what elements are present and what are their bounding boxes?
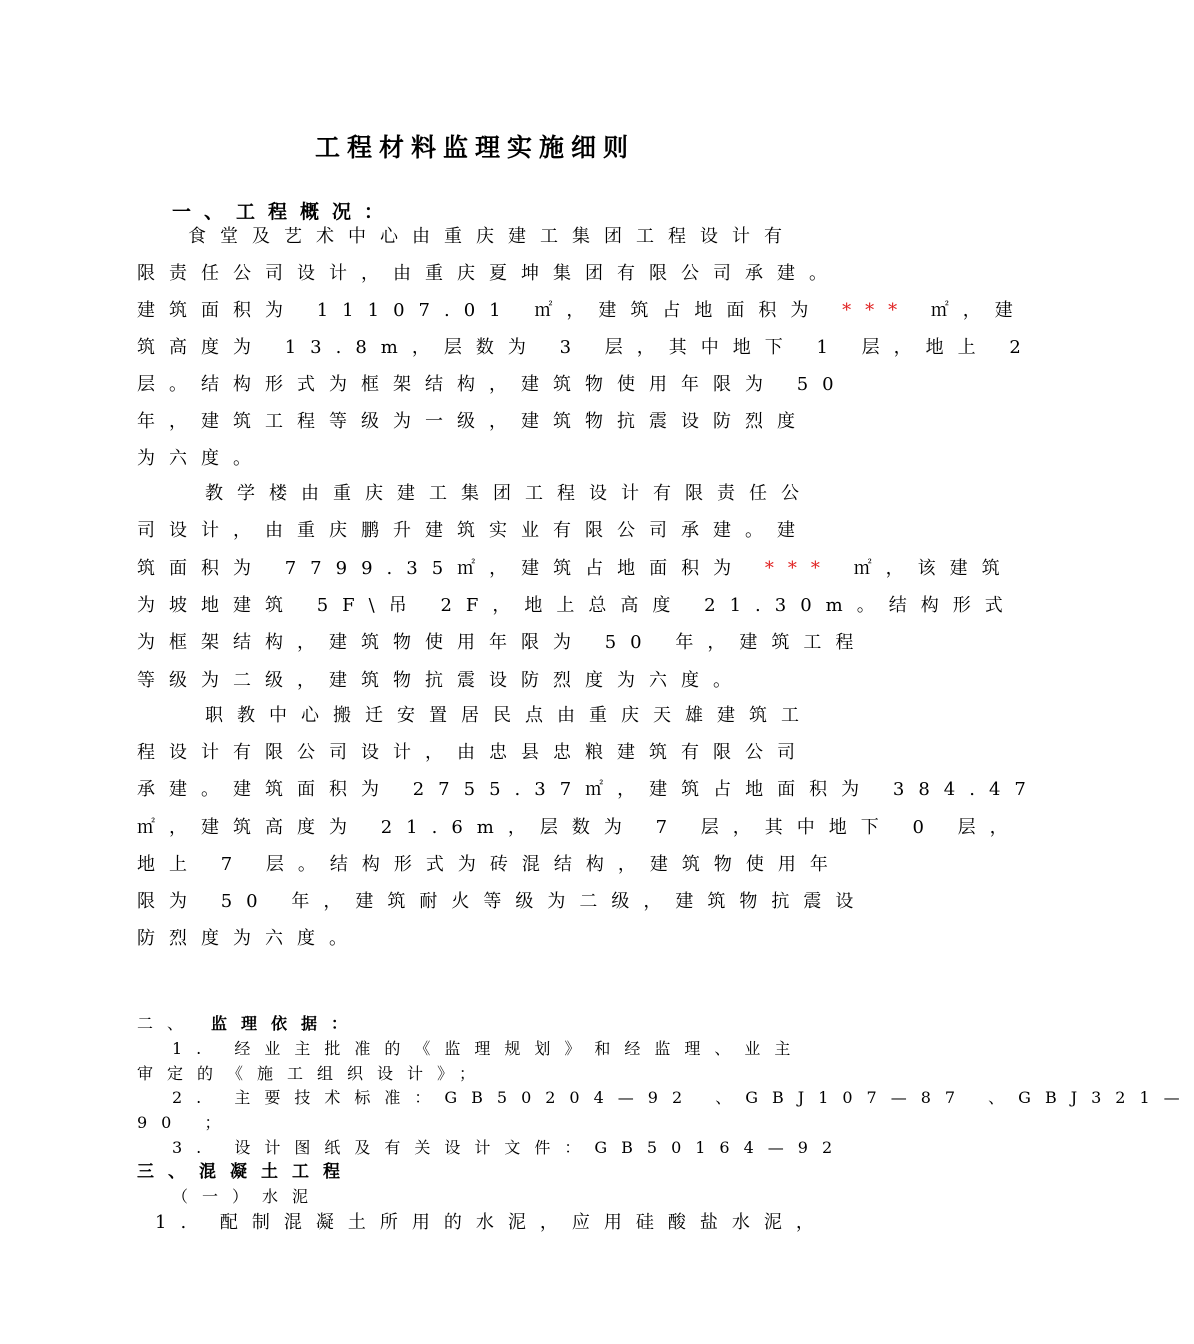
paragraph-line: 为框架结构，建筑物使用年限为 50 年，建筑工程 xyxy=(137,632,868,653)
paragraph-line: 1. 配制混凝土所用的水泥，应用硅酸盐水泥， xyxy=(155,1212,828,1233)
paragraph-line: 为坡地建筑 5F\吊 2F，地上总高度 21.30m。结构形式 xyxy=(137,595,1017,616)
paragraph-line: 程设计有限公司设计，由忠县忠粮建筑有限公司 xyxy=(137,742,809,763)
subsection-heading: （一）水泥 xyxy=(172,1187,323,1206)
paragraph-line: 2. 主要技术标准：GB50204—92 、GBJ107—87 、GBJ321— xyxy=(172,1088,1194,1107)
paragraph-line: 层。结构形式为框架结构，建筑物使用年限为 50 xyxy=(137,374,848,395)
section-2-number: 二、 xyxy=(137,1014,198,1033)
paragraph-line: 司设计，由重庆鹏升建筑实业有限公司承建。建 xyxy=(137,520,809,541)
paragraph-line: 食堂及艺术中心由重庆建工集团工程设计有 xyxy=(188,226,796,247)
section-2-title: 监理依据： xyxy=(211,1014,362,1033)
paragraph-line: 年，建筑工程等级为一级，建筑物抗震设防烈度 xyxy=(137,411,809,432)
section-2-heading xyxy=(137,1016,361,1032)
paragraph-line: 限为 50 年，建筑耐火等级为二级，建筑物抗震设 xyxy=(137,891,868,912)
paragraph-line: 90 ； xyxy=(137,1113,235,1132)
paragraph-line xyxy=(137,302,1027,320)
paragraph-line: 职教中心搬迁安置居民点由重庆天雄建筑工 xyxy=(205,705,813,726)
paragraph-line: 教学楼由重庆建工集团工程设计有限责任公 xyxy=(205,483,813,504)
text-segment: 筑面积为 7799.35㎡，建筑占地面积为 xyxy=(137,558,765,579)
paragraph-line: 地上 7 层。结构形式为砖混结构，建筑物使用年 xyxy=(137,854,842,875)
paragraph-line: 防烈度为六度。 xyxy=(137,928,361,949)
paragraph-line: 为六度。 xyxy=(137,448,265,469)
redacted-value: *** xyxy=(764,558,834,579)
paragraph-line: 筑高度为 13.8m，层数为 3 层，其中地下 1 层，地上 2 xyxy=(137,337,1035,358)
text-segment: ㎡，建 xyxy=(911,300,1027,321)
paragraph-line: 审定的《施工组织设计》； xyxy=(137,1064,490,1083)
section-3-heading: 三、混凝土工程 xyxy=(137,1162,354,1182)
paragraph-line: 限责任公司设计，由重庆夏坤集团有限公司承建。 xyxy=(137,263,841,284)
document-title: 工程材料监理实施细则 xyxy=(314,133,635,162)
paragraph-line: 1. 经业主批准的《监理规划》和经监理、业主 xyxy=(172,1039,805,1058)
paragraph-line: 承建。建筑面积为 2755.37㎡，建筑占地面积为 384.47 xyxy=(137,779,1040,800)
text-segment: 建筑面积为 11107.01 ㎡，建筑占地面积为 xyxy=(137,300,843,321)
paragraph-line: 等级为二级，建筑物抗震设防烈度为六度。 xyxy=(137,670,745,691)
redacted-value: *** xyxy=(842,300,912,321)
section-1-heading: 一、工程概况： xyxy=(172,201,397,223)
paragraph-line xyxy=(137,560,1014,578)
paragraph-line: 3. 设计图纸及有关设计文件：GB50164—92 xyxy=(172,1138,847,1157)
text-segment: ㎡，该建筑 xyxy=(833,558,1014,579)
paragraph-line: ㎡，建筑高度为 21.6m，层数为 7 层，其中地下 0 层， xyxy=(137,817,1022,838)
